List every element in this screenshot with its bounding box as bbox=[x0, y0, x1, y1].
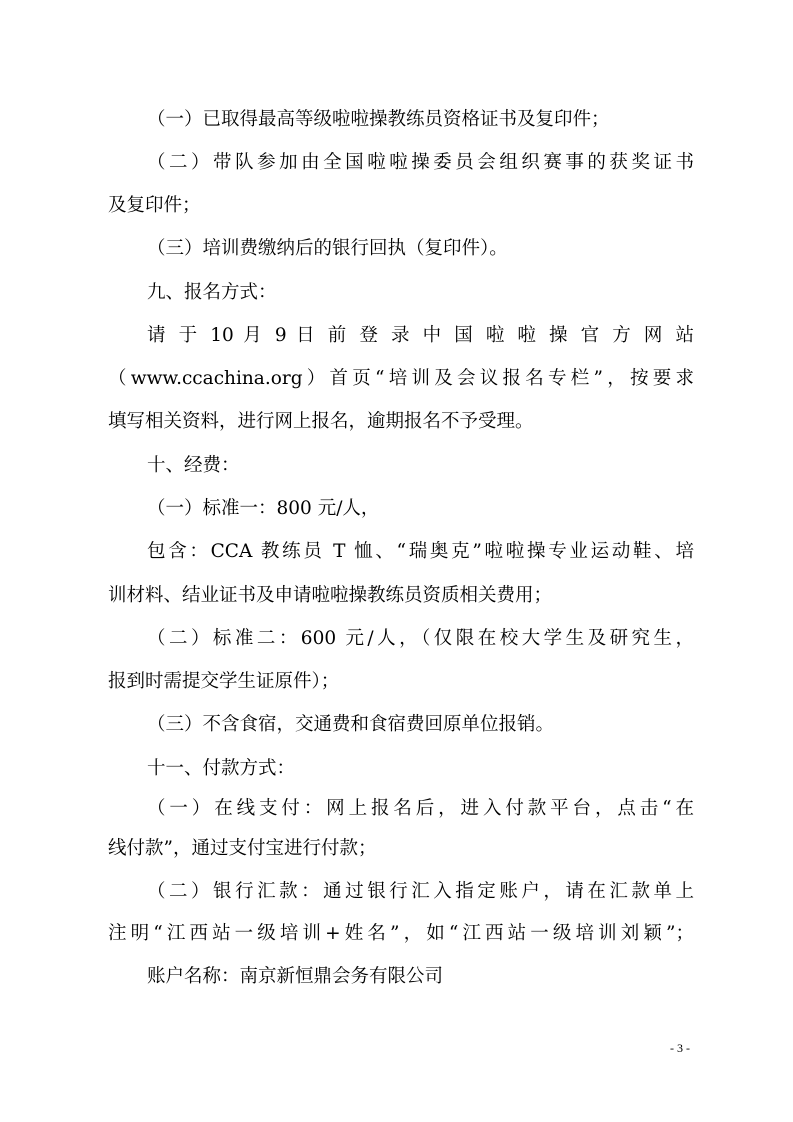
text-line: （一）已取得最高等级啦啦操教练员资格证书及复印件； bbox=[147, 109, 610, 130]
text-line: 注明“江西站一级培训+姓名”，如“江西站一级培训刘颖”； bbox=[108, 923, 694, 944]
text-line: 填写相关资料，进行网上报名，逾期报名不予受理。 bbox=[108, 411, 534, 432]
section-heading: 十、经费： bbox=[147, 455, 240, 476]
text-line: （二）银行汇款：通过银行汇入指定账户，请在汇款单上 bbox=[147, 881, 694, 902]
text-line: （二）标准二：600 元/人，（仅限在校大学生及研究生， bbox=[147, 628, 694, 649]
text-line: 请 于 10 月 9 日 前 登 录 中 国 啦 啦 操 官 方 网 站 bbox=[147, 325, 694, 346]
section-heading: 九、报名方式： bbox=[147, 282, 277, 303]
page-number: - 3 - bbox=[670, 1041, 690, 1055]
text-line: （二）带队参加由全国啦啦操委员会组织赛事的获奖证书 bbox=[147, 152, 694, 173]
section-heading: 十一、付款方式： bbox=[147, 758, 296, 779]
text-line: （一）标准一：800 元/人， bbox=[147, 498, 380, 519]
text-line: （三）培训费缴纳后的银行回执（复印件）。 bbox=[147, 238, 508, 259]
text-line: 账户名称：南京新恒鼎会务有限公司 bbox=[147, 966, 444, 987]
text-line: （三）不含食宿，交通费和食宿费回原单位报销。 bbox=[147, 714, 555, 735]
text-line: （www.ccachina.org）首页“培训及会议报名专栏”，按要求 bbox=[108, 368, 694, 389]
text-line: 线付款”，通过支付宝进行付款； bbox=[108, 838, 377, 859]
text-line: 报到时需提交学生证原件）； bbox=[108, 671, 340, 692]
text-line: 训材料、结业证书及申请啦啦操教练员资质相关费用； bbox=[108, 585, 553, 606]
text-line: 包含：CCA 教练员 T 恤、“瑞奥克”啦啦操专业运动鞋、培 bbox=[147, 541, 694, 562]
text-line: 及复印件； bbox=[108, 195, 201, 216]
text-line: （一）在线支付：网上报名后，进入付款平台，点击“在 bbox=[147, 798, 694, 819]
